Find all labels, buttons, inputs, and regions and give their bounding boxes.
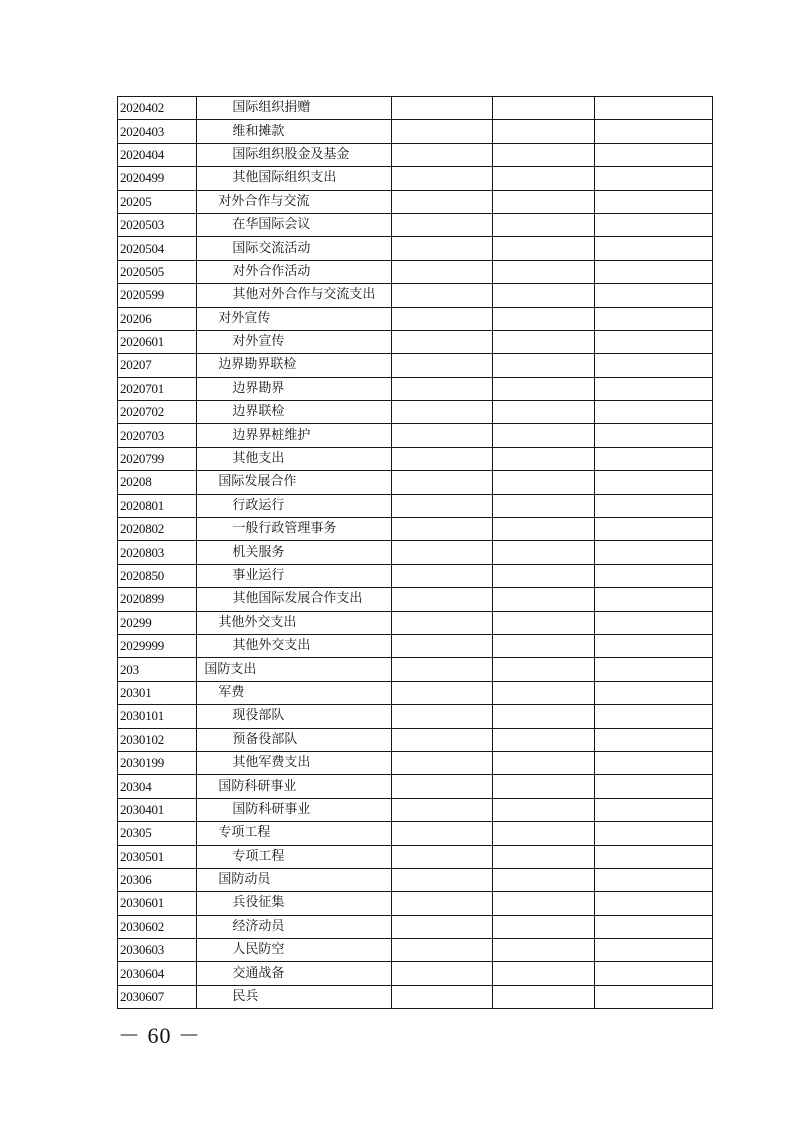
empty-amount-cell <box>595 915 713 938</box>
subject-name-cell: 人民防空 <box>197 939 392 962</box>
empty-amount-cell <box>392 284 493 307</box>
table-row <box>118 213 713 236</box>
empty-amount-cell <box>392 518 493 541</box>
subject-name-cell: 对外合作与交流 <box>197 190 392 213</box>
subject-code-cell: 2020599 <box>118 284 197 307</box>
empty-amount-cell <box>595 447 713 470</box>
table-row <box>118 868 713 891</box>
empty-amount-cell <box>492 401 595 424</box>
empty-amount-cell <box>595 237 713 260</box>
table-row <box>118 915 713 938</box>
empty-amount-cell <box>392 330 493 353</box>
empty-amount-cell <box>595 260 713 283</box>
empty-amount-cell <box>492 260 595 283</box>
empty-amount-cell <box>492 377 595 400</box>
empty-amount-cell <box>595 167 713 190</box>
subject-code-cell: 2030603 <box>118 939 197 962</box>
subject-name-cell: 维和摊款 <box>197 120 392 143</box>
subject-name-cell: 专项工程 <box>197 845 392 868</box>
subject-name-cell: 经济动员 <box>197 915 392 938</box>
table-row <box>118 471 713 494</box>
empty-amount-cell <box>595 494 713 517</box>
subject-code-cell: 20306 <box>118 868 197 891</box>
subject-code-cell: 2020803 <box>118 541 197 564</box>
empty-amount-cell <box>392 611 493 634</box>
empty-amount-cell <box>492 354 595 377</box>
subject-name-cell: 事业运行 <box>197 564 392 587</box>
subject-code-cell: 20305 <box>118 822 197 845</box>
empty-amount-cell <box>492 868 595 891</box>
subject-name-cell: 对外合作活动 <box>197 260 392 283</box>
subject-code-cell: 2030602 <box>118 915 197 938</box>
empty-amount-cell <box>492 845 595 868</box>
empty-amount-cell <box>392 985 493 1008</box>
empty-amount-cell <box>492 494 595 517</box>
subject-code-cell: 20206 <box>118 307 197 330</box>
subject-code-cell: 2020703 <box>118 424 197 447</box>
table-body <box>118 97 713 1009</box>
empty-amount-cell <box>595 307 713 330</box>
subject-code-cell: 2020899 <box>118 588 197 611</box>
subject-code-cell: 2030199 <box>118 751 197 774</box>
table-row <box>118 588 713 611</box>
subject-code-cell: 20301 <box>118 681 197 704</box>
table-row <box>118 447 713 470</box>
empty-amount-cell <box>392 237 493 260</box>
empty-amount-cell <box>492 915 595 938</box>
table-row <box>118 985 713 1008</box>
empty-amount-cell <box>492 471 595 494</box>
empty-amount-cell <box>392 401 493 424</box>
empty-amount-cell <box>392 892 493 915</box>
empty-amount-cell <box>492 284 595 307</box>
subject-code-cell: 2020403 <box>118 120 197 143</box>
empty-amount-cell <box>595 634 713 657</box>
table-row <box>118 330 713 353</box>
subject-name-cell: 国防动员 <box>197 868 392 891</box>
table-row <box>118 751 713 774</box>
subject-name-cell: 其他对外合作与交流支出 <box>197 284 392 307</box>
subject-code-cell: 2020504 <box>118 237 197 260</box>
subject-name-cell: 军费 <box>197 681 392 704</box>
empty-amount-cell <box>595 892 713 915</box>
empty-amount-cell <box>392 798 493 821</box>
table-row <box>118 307 713 330</box>
empty-amount-cell <box>595 985 713 1008</box>
empty-amount-cell <box>595 518 713 541</box>
subject-code-cell: 2030401 <box>118 798 197 821</box>
empty-amount-cell <box>595 775 713 798</box>
subject-code-cell: 2030604 <box>118 962 197 985</box>
subject-name-cell: 国际组织捐赠 <box>197 97 392 120</box>
empty-amount-cell <box>595 120 713 143</box>
empty-amount-cell <box>595 658 713 681</box>
empty-amount-cell <box>492 751 595 774</box>
empty-amount-cell <box>492 775 595 798</box>
empty-amount-cell <box>392 775 493 798</box>
subject-name-cell: 对外宣传 <box>197 330 392 353</box>
table-row <box>118 822 713 845</box>
empty-amount-cell <box>595 190 713 213</box>
table-row <box>118 284 713 307</box>
empty-amount-cell <box>595 330 713 353</box>
empty-amount-cell <box>595 401 713 424</box>
subject-code-cell: 2020702 <box>118 401 197 424</box>
empty-amount-cell <box>392 868 493 891</box>
empty-amount-cell <box>595 424 713 447</box>
subject-code-cell: 2020404 <box>118 143 197 166</box>
empty-amount-cell <box>595 751 713 774</box>
empty-amount-cell <box>392 658 493 681</box>
page-number: － 60 － <box>118 1023 202 1048</box>
subject-code-cell: 2020505 <box>118 260 197 283</box>
empty-amount-cell <box>492 681 595 704</box>
table-row <box>118 962 713 985</box>
subject-code-cell: 2020499 <box>118 167 197 190</box>
subject-name-cell: 国防科研事业 <box>197 775 392 798</box>
empty-amount-cell <box>492 237 595 260</box>
subject-name-cell: 预备役部队 <box>197 728 392 751</box>
table-row <box>118 728 713 751</box>
empty-amount-cell <box>595 471 713 494</box>
subject-name-cell: 民兵 <box>197 985 392 1008</box>
subject-name-cell: 兵役征集 <box>197 892 392 915</box>
empty-amount-cell <box>492 143 595 166</box>
empty-amount-cell <box>392 962 493 985</box>
empty-amount-cell <box>492 962 595 985</box>
empty-amount-cell <box>492 658 595 681</box>
subject-code-cell: 2030501 <box>118 845 197 868</box>
empty-amount-cell <box>492 728 595 751</box>
empty-amount-cell <box>492 939 595 962</box>
empty-amount-cell <box>392 424 493 447</box>
empty-amount-cell <box>595 354 713 377</box>
empty-amount-cell <box>492 330 595 353</box>
empty-amount-cell <box>492 564 595 587</box>
table-row <box>118 120 713 143</box>
subject-code-cell: 2020701 <box>118 377 197 400</box>
empty-amount-cell <box>595 798 713 821</box>
subject-code-cell: 20304 <box>118 775 197 798</box>
empty-amount-cell <box>492 518 595 541</box>
empty-amount-cell <box>392 915 493 938</box>
empty-amount-cell <box>392 213 493 236</box>
table-row <box>118 611 713 634</box>
subject-code-cell: 20207 <box>118 354 197 377</box>
table-row <box>118 541 713 564</box>
empty-amount-cell <box>595 143 713 166</box>
subject-code-cell: 2020850 <box>118 564 197 587</box>
subject-name-cell: 边界勘界联检 <box>197 354 392 377</box>
empty-amount-cell <box>392 97 493 120</box>
empty-amount-cell <box>392 705 493 728</box>
empty-amount-cell <box>595 611 713 634</box>
empty-amount-cell <box>595 728 713 751</box>
table-row <box>118 845 713 868</box>
subject-code-cell: 2020503 <box>118 213 197 236</box>
empty-amount-cell <box>595 377 713 400</box>
subject-name-cell: 交通战备 <box>197 962 392 985</box>
empty-amount-cell <box>595 564 713 587</box>
empty-amount-cell <box>392 120 493 143</box>
table-row <box>118 401 713 424</box>
empty-amount-cell <box>595 939 713 962</box>
subject-code-cell: 2020402 <box>118 97 197 120</box>
empty-amount-cell <box>392 377 493 400</box>
subject-code-cell: 2029999 <box>118 634 197 657</box>
subject-code-cell: 2030601 <box>118 892 197 915</box>
table-row <box>118 892 713 915</box>
empty-amount-cell <box>392 751 493 774</box>
empty-amount-cell <box>492 634 595 657</box>
subject-code-cell: 2030102 <box>118 728 197 751</box>
subject-name-cell: 现役部队 <box>197 705 392 728</box>
subject-name-cell: 对外宣传 <box>197 307 392 330</box>
subject-name-cell: 国际组织股金及基金 <box>197 143 392 166</box>
table-row <box>118 775 713 798</box>
empty-amount-cell <box>595 284 713 307</box>
empty-amount-cell <box>595 962 713 985</box>
empty-amount-cell <box>492 307 595 330</box>
empty-amount-cell <box>492 588 595 611</box>
empty-amount-cell <box>392 845 493 868</box>
empty-amount-cell <box>595 868 713 891</box>
subject-name-cell: 其他支出 <box>197 447 392 470</box>
table-row <box>118 167 713 190</box>
empty-amount-cell <box>492 822 595 845</box>
subject-name-cell: 其他国际组织支出 <box>197 167 392 190</box>
table-row <box>118 658 713 681</box>
empty-amount-cell <box>492 213 595 236</box>
subject-name-cell: 机关服务 <box>197 541 392 564</box>
subject-name-cell: 其他国际发展合作支出 <box>197 588 392 611</box>
empty-amount-cell <box>392 728 493 751</box>
table-row <box>118 518 713 541</box>
subject-name-cell: 在华国际会议 <box>197 213 392 236</box>
subject-code-cell: 2020801 <box>118 494 197 517</box>
budget-table <box>117 96 713 1009</box>
subject-code-cell: 2020799 <box>118 447 197 470</box>
table-row <box>118 190 713 213</box>
empty-amount-cell <box>595 541 713 564</box>
table-row <box>118 377 713 400</box>
empty-amount-cell <box>392 822 493 845</box>
table-row <box>118 494 713 517</box>
empty-amount-cell <box>392 167 493 190</box>
subject-name-cell: 国际发展合作 <box>197 471 392 494</box>
table-row <box>118 354 713 377</box>
subject-name-cell: 行政运行 <box>197 494 392 517</box>
table-row <box>118 634 713 657</box>
empty-amount-cell <box>392 681 493 704</box>
empty-amount-cell <box>392 494 493 517</box>
subject-name-cell: 边界界桩维护 <box>197 424 392 447</box>
subject-code-cell: 20205 <box>118 190 197 213</box>
empty-amount-cell <box>492 120 595 143</box>
empty-amount-cell <box>392 564 493 587</box>
subject-code-cell: 203 <box>118 658 197 681</box>
empty-amount-cell <box>492 424 595 447</box>
subject-name-cell: 一般行政管理事务 <box>197 518 392 541</box>
empty-amount-cell <box>392 143 493 166</box>
empty-amount-cell <box>392 260 493 283</box>
subject-code-cell: 2020802 <box>118 518 197 541</box>
empty-amount-cell <box>595 97 713 120</box>
subject-name-cell: 其他外交支出 <box>197 634 392 657</box>
empty-amount-cell <box>392 634 493 657</box>
empty-amount-cell <box>492 705 595 728</box>
subject-code-cell: 20208 <box>118 471 197 494</box>
table-row <box>118 798 713 821</box>
empty-amount-cell <box>392 471 493 494</box>
table-row <box>118 939 713 962</box>
empty-amount-cell <box>492 892 595 915</box>
subject-name-cell: 国防支出 <box>197 658 392 681</box>
empty-amount-cell <box>492 97 595 120</box>
subject-code-cell: 20299 <box>118 611 197 634</box>
empty-amount-cell <box>392 541 493 564</box>
empty-amount-cell <box>492 167 595 190</box>
empty-amount-cell <box>492 798 595 821</box>
empty-amount-cell <box>392 447 493 470</box>
table-row <box>118 424 713 447</box>
empty-amount-cell <box>392 190 493 213</box>
empty-amount-cell <box>392 307 493 330</box>
table-row <box>118 260 713 283</box>
subject-name-cell: 其他外交支出 <box>197 611 392 634</box>
empty-amount-cell <box>595 845 713 868</box>
table-row <box>118 143 713 166</box>
table-row <box>118 237 713 260</box>
empty-amount-cell <box>595 681 713 704</box>
subject-name-cell: 专项工程 <box>197 822 392 845</box>
table-row <box>118 564 713 587</box>
subject-name-cell: 边界联检 <box>197 401 392 424</box>
table-row <box>118 97 713 120</box>
empty-amount-cell <box>392 588 493 611</box>
empty-amount-cell <box>492 611 595 634</box>
subject-name-cell: 国防科研事业 <box>197 798 392 821</box>
empty-amount-cell <box>492 447 595 470</box>
subject-code-cell: 2030607 <box>118 985 197 1008</box>
empty-amount-cell <box>392 354 493 377</box>
empty-amount-cell <box>595 705 713 728</box>
subject-name-cell: 国际交流活动 <box>197 237 392 260</box>
empty-amount-cell <box>492 985 595 1008</box>
subject-name-cell: 边界勘界 <box>197 377 392 400</box>
subject-code-cell: 2030101 <box>118 705 197 728</box>
table-row <box>118 681 713 704</box>
table-row <box>118 705 713 728</box>
empty-amount-cell <box>595 213 713 236</box>
empty-amount-cell <box>392 939 493 962</box>
empty-amount-cell <box>492 541 595 564</box>
empty-amount-cell <box>595 822 713 845</box>
empty-amount-cell <box>595 588 713 611</box>
subject-name-cell: 其他军费支出 <box>197 751 392 774</box>
empty-amount-cell <box>492 190 595 213</box>
subject-code-cell: 2020601 <box>118 330 197 353</box>
